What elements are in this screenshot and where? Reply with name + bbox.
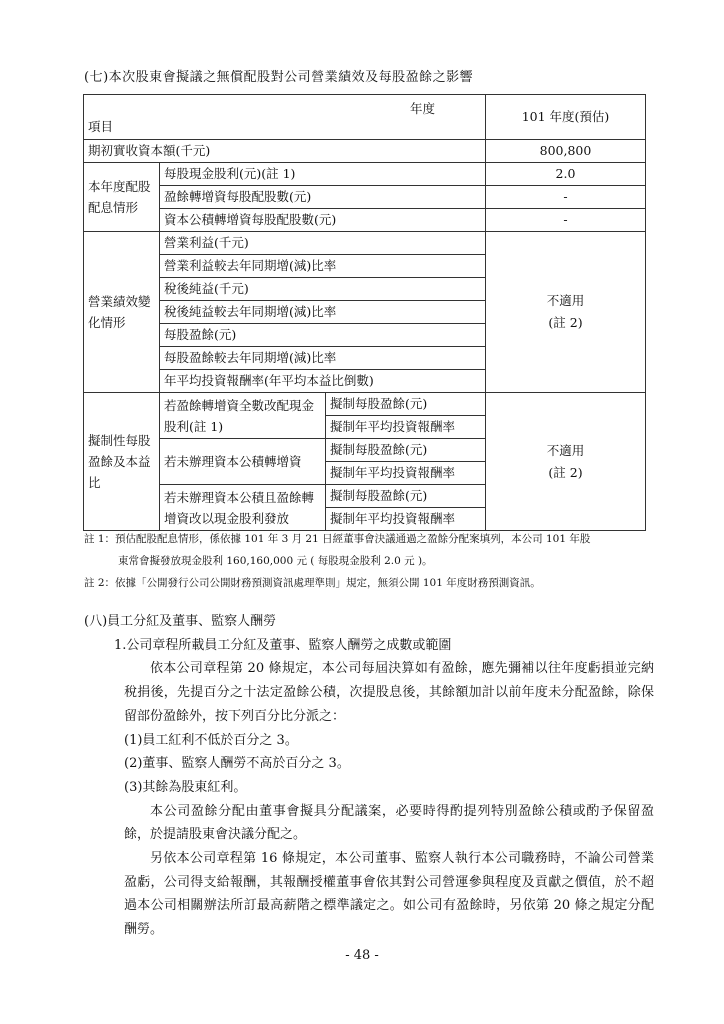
na-text: 不適用 xyxy=(546,442,585,458)
table-row xyxy=(84,209,646,232)
table-header-row xyxy=(84,95,646,140)
group-dividend-label: 本年度配股配息情形 xyxy=(84,163,160,232)
performance-row-label: 營業利益較去年同期增(減)比率 xyxy=(160,255,486,278)
proforma-eps-label: 擬制每股盈餘(元) xyxy=(326,393,486,416)
header-item: 項目 xyxy=(88,119,114,134)
table-row xyxy=(84,186,646,209)
group-proforma-label: 擬制性每股盈餘及本益比 xyxy=(84,393,160,531)
cash-dividend-label: 每股現金股利(元)(註 1) xyxy=(160,163,486,186)
capital-reserve-stock-value: - xyxy=(486,209,646,232)
group-performance-label: 營業績效變化情形 xyxy=(84,232,160,393)
paragraph-3: 另依本公司章程第 16 條規定，本公司董事、監察人執行本公司職務時，不論公司營業盈虧，公司得支給報酬，其報酬授權董事會依其對公司營運參與程度及貢獻之價值，於不超過本公司相關辦法所訂最高薪階之標準議定之。如公司有盈餘時，另依第 20 條之規定分配酬勞。 xyxy=(124,851,654,938)
capital-value: 800,800 xyxy=(486,140,646,163)
performance-na-cell xyxy=(486,232,646,393)
list-item: (2)董事、監察人酬勞不高於百分之 3。 xyxy=(124,756,350,772)
proforma-scenario-2: 若未辦理資本公積轉增資 xyxy=(160,439,326,485)
earnings-stock-value: - xyxy=(486,186,646,209)
header-year: 年度 xyxy=(409,101,435,116)
page-number: - 48 - xyxy=(345,948,379,963)
section-7-title: (七)本次股東會擬議之無償配股對公司營業績效及每股盈餘之影響 xyxy=(84,70,474,85)
table-notes xyxy=(84,528,654,594)
performance-row-label: 稅後純益(千元) xyxy=(160,278,486,301)
header-item-year-cell xyxy=(84,95,486,140)
proforma-scenario-3: 若未辦理資本公積且盈餘轉增資改以現金股利發放 xyxy=(160,485,326,531)
proforma-na-cell xyxy=(486,393,646,531)
subsection-1-title: 1.公司章程所載員工分紅及董事、監察人酬勞之成數或範圍 xyxy=(114,637,452,653)
list-item: (3)其餘為股東紅利。 xyxy=(124,779,247,795)
section-8-title: (八)員工分紅及董事、監察人酬勞 xyxy=(84,614,277,629)
note-1-line-2: 東常會擬發放現金股利 160,160,000 元 ( 每股現金股利 2.0 元 )。 xyxy=(118,555,433,567)
capital-label: 期初實收資本額(千元) xyxy=(84,140,486,163)
na-note: (註 2) xyxy=(548,315,583,330)
proforma-scenario-1: 若盈餘轉增資全數改配現金股利(註 1) xyxy=(160,393,326,439)
proforma-eps-label: 擬制每股盈餘(元) xyxy=(326,485,486,508)
performance-row-label: 每股盈餘較去年同期增(減)比率 xyxy=(160,347,486,370)
performance-row-label: 每股盈餘(元) xyxy=(160,324,486,347)
paragraph-1: 依本公司章程第 20 條規定，本公司每屆決算如有盈餘，應先彌補以往年度虧損並完納稅捐後，先提百分之十法定盈餘公積，次提股息後，其餘額加計以前年度未分配盈餘，除保留部份盈餘外，按下列百分比分派之： xyxy=(124,661,654,724)
performance-row-label: 年平均投資報酬率(年平均本益比倒數) xyxy=(160,370,486,393)
earnings-stock-label: 盈餘轉增資每股配股數(元) xyxy=(160,186,486,209)
performance-row-label: 稅後純益較去年同期增(減)比率 xyxy=(160,301,486,324)
na-note: (註 2) xyxy=(548,464,583,480)
cash-dividend-value: 2.0 xyxy=(486,163,646,186)
capital-reserve-stock-label: 資本公積轉增資每股配股數(元) xyxy=(160,209,486,232)
header-column: 101 年度(預估) xyxy=(486,95,646,140)
section-8 xyxy=(84,610,654,942)
proforma-eps-label: 擬制每股盈餘(元) xyxy=(326,439,486,462)
list-item: (1)員工紅利不低於百分之 3。 xyxy=(124,732,298,748)
performance-row-label: 營業利益(千元) xyxy=(160,232,486,255)
proforma-roi-label: 擬制年平均投資報酬率 xyxy=(326,508,486,531)
table-row xyxy=(84,232,646,255)
note-2: 註 2：依據「公開發行公司公開財務預測資訊處理準則」規定，無須公開 101 年度財務預測資訊。 xyxy=(84,577,541,589)
table-row xyxy=(84,163,646,186)
paragraph-2: 本公司盈餘分配由董事會擬具分配議案，必要時得酌提列特別盈餘公積或酌予保留盈餘，於提請股東會決議分配之。 xyxy=(124,803,654,843)
proforma-roi-label: 擬制年平均投資報酬率 xyxy=(326,416,486,439)
note-1-line-1: 註 1：預估配股配息情形，係依據 101 年 3 月 21 日經董事會決議通過之盈餘分配案填列，本公司 101 年股 xyxy=(84,533,591,545)
table-row xyxy=(84,393,646,416)
proforma-roi-label: 擬制年平均投資報酬率 xyxy=(326,462,486,485)
na-text: 不適用 xyxy=(546,293,585,308)
table-row xyxy=(84,140,646,163)
dividend-impact-table xyxy=(83,94,646,531)
